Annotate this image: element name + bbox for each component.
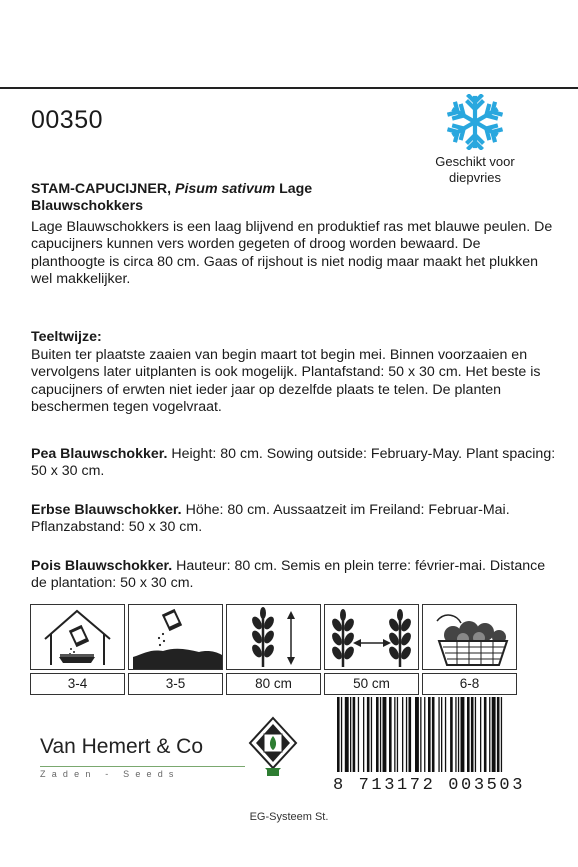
brand-emblem-icon [248,716,298,780]
en-name: Pea Blauwschokker. [31,446,168,462]
title-latin-name: Pisum sativum [174,181,276,197]
brand-tagline: Zaden - Seeds [40,769,180,779]
harvest-months: 6-8 [422,673,517,695]
plant-height-icon [227,605,320,669]
fr-text: Hauteur: 80 cm. Semis en plein terre: février-mai. Distance de plantation: 50 x 30 cm. [31,558,546,592]
icon-cell-height [226,604,321,695]
icon-cell-indoor [30,604,125,695]
icon-cell-harvest [422,604,517,695]
de-text: Höhe: 80 cm. Aussaatzeit im Freiland: Februar-Mai. Pflanzabstand: 50 x 30 cm. [31,502,510,536]
de-name: Erbse Blauwschokker. [31,502,182,518]
product-title [31,181,391,216]
brand-name: Van Hemert & Co [40,735,204,758]
description-nl: Lage Blauwschokkers is een laag blijvend en produktief ras met blauwe peulen. De capucijners kunnen vers worden gegeten of droog worden bewaard. De planthoogte is circa 80 cm. Gaas of rijshout is niet nodig maar maakt het plukken wel makkelijker. [31,219,553,288]
brand-divider [40,766,245,767]
description-fr [31,558,556,593]
title-common-name: STAM-CAPUCIJNER, [31,181,175,197]
top-rule [0,87,578,89]
indoor-sowing-icon [31,605,124,669]
product-code: 00350 [31,106,104,134]
teeltwijze-heading: Teeltwijze: [31,329,102,345]
plant-spacing-icon [325,605,418,669]
outdoor-sowing-icon [129,605,222,669]
teeltwijze-text: Buiten ter plaatste zaaien van begin maart tot begin mei. Binnen voorzaaien en vervolgens later uitplanten is ook mogelijk. Plantafstand: 50 x 30 cm. Het beste is capucijners of erwten niet ieder jaar op dezelfde plaats te telen. De planten beschermen tegen vogelvraat. [31,347,541,416]
outdoor-sowing-months: 3-5 [128,673,223,695]
brand-logo [30,720,245,780]
freezer-label-line2: diepvries [448,170,502,185]
icon-cell-spacing [324,604,419,695]
harvest-basket-icon [423,605,516,669]
indoor-sowing-months: 3-4 [30,673,125,695]
en-text: Height: 80 cm. Sowing outside: February-May. Plant spacing: 50 x 30 cm. [31,446,556,480]
footer-label: EG-Systeem St. [249,811,329,823]
fr-name: Pois Blauwschokker. [31,558,173,574]
cultivation-icons [30,604,517,695]
icon-cell-outdoor [128,604,223,695]
title-variety: Lage Blauwschokkers [31,181,313,215]
description-de [31,502,556,537]
barcode-number: 8 713172 003503 [333,772,545,800]
plant-height-value: 80 cm [226,673,321,695]
freezer-suitable-badge [420,94,530,186]
freezer-label-line1: Geschikt voor [435,154,515,169]
plant-spacing-value: 50 cm [324,673,419,695]
description-en [31,446,556,481]
snowflake-icon [447,94,503,150]
